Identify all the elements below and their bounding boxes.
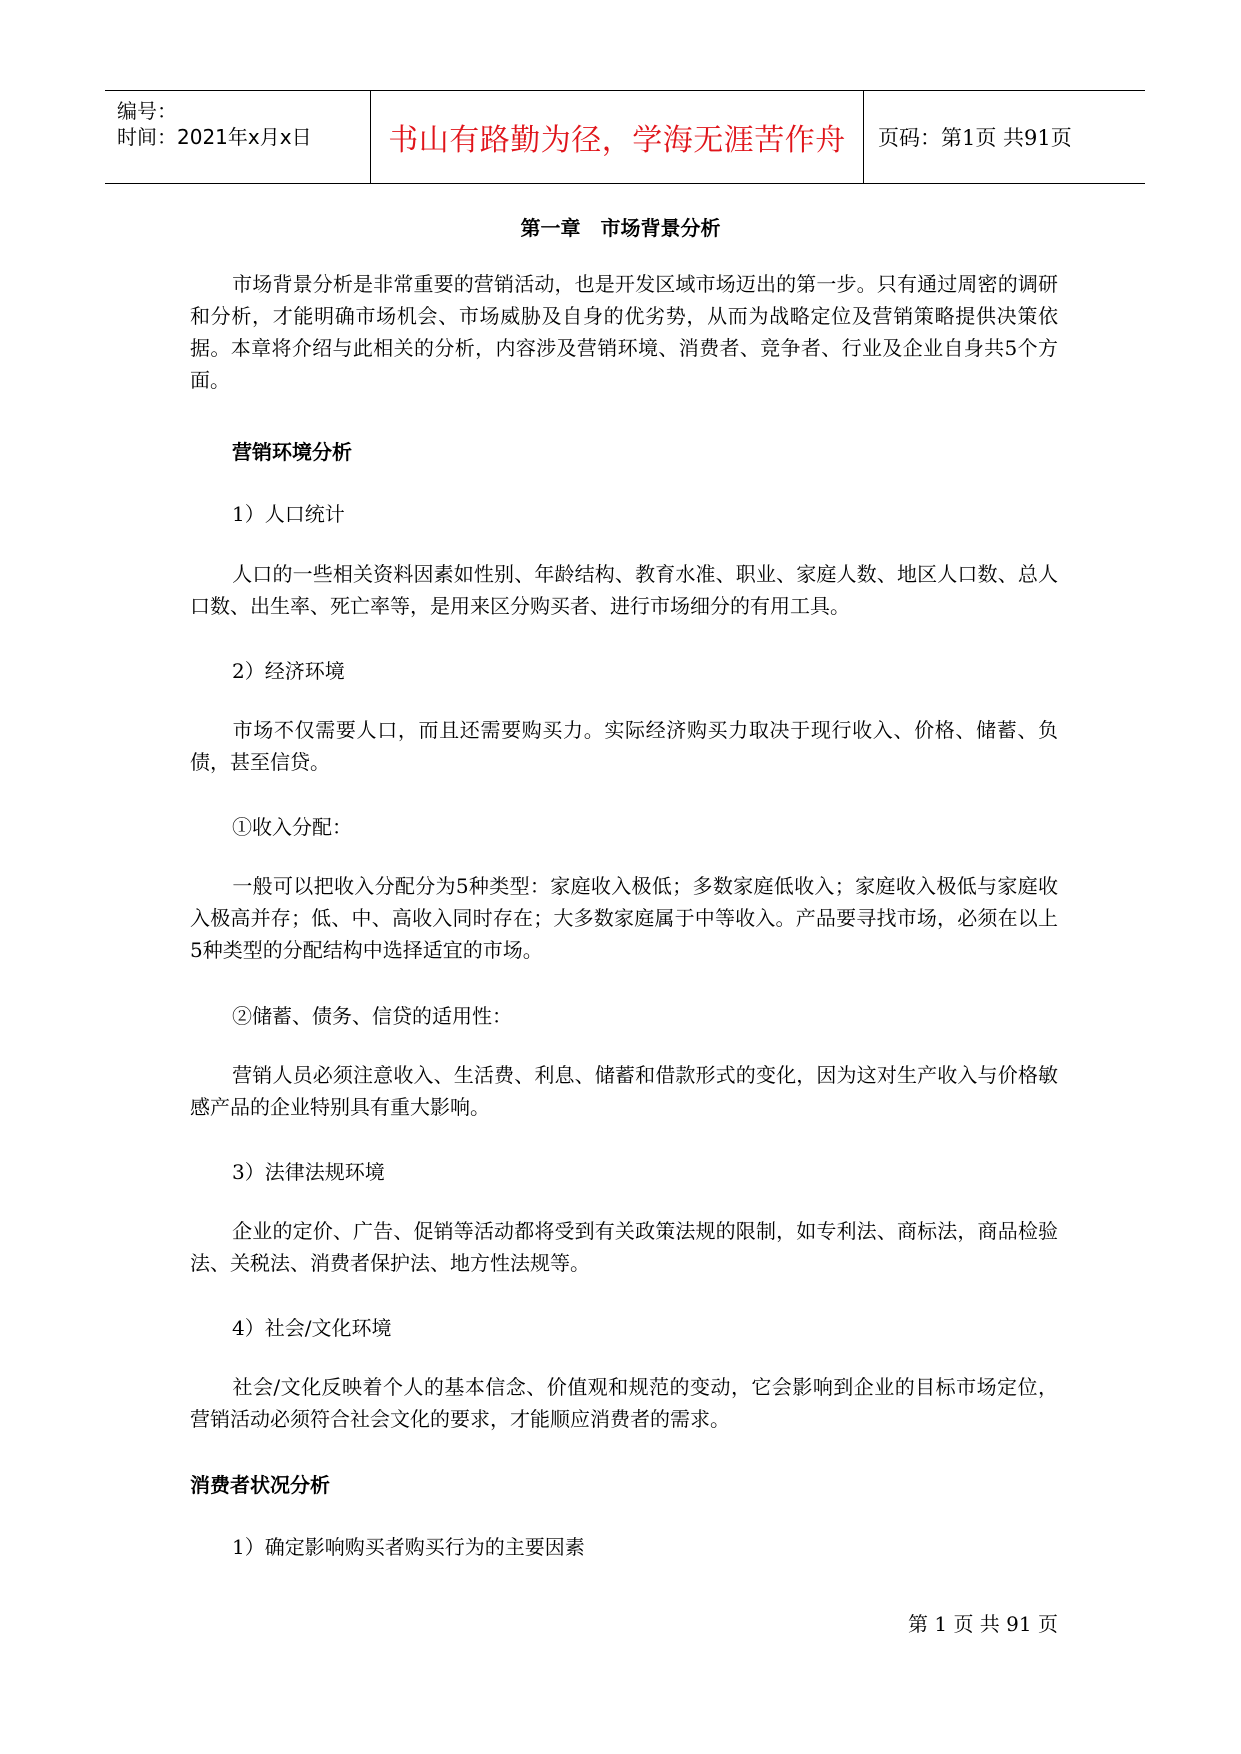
- chapter-title: 第一章 市场背景分析: [520, 216, 721, 240]
- motto-text: 书山有路勤为径，学海无涯苦作舟: [388, 123, 846, 158]
- economy-paragraph: [190, 714, 1058, 778]
- subheading-law: 3）法律法规环境: [232, 1160, 385, 1184]
- heading-marketing-env: 营销环境分析: [232, 440, 352, 464]
- income-paragraph: [190, 870, 1058, 966]
- savings-text: 营销人员必须注意收入、生活费、利息、储蓄和借款形式的变化，因为这对生产收入与价格敏感产品的企业特别具有重大影响。: [190, 1063, 1058, 1119]
- header-page-info: 页码：第1页 共91页: [878, 126, 1072, 150]
- savings-paragraph: [190, 1059, 1058, 1123]
- population-text: 人口的一些相关资料因素如性别、年龄结构、教育水准、职业、家庭人数、地区人口数、总人口数、出生率、死亡率等，是用来区分购买者、进行市场细分的有用工具。: [190, 562, 1058, 618]
- law-text: 企业的定价、广告、促销等活动都将受到有关政策法规的限制，如专利法、商标法，商品检验法、关税法、消费者保护法、地方性法规等。: [190, 1219, 1058, 1275]
- subheading-income: ①收入分配：: [232, 815, 352, 839]
- law-paragraph: [190, 1215, 1058, 1279]
- header-right-cell: [864, 91, 1145, 183]
- income-text: 一般可以把收入分配分为5种类型：家庭收入极低；多数家庭低收入；家庭收入极低与家庭收入极高并存；低、中、高收入同时存在；大多数家庭属于中等收入。产品要寻找市场，必须在以上5种类型的分配结构中选择适宜的市场。: [190, 874, 1058, 962]
- culture-text: 社会/文化反映着个人的基本信念、价值观和规范的变动，它会影响到企业的目标市场定位，营销活动必须符合社会文化的要求，才能顺应消费者的需求。: [190, 1375, 1058, 1431]
- subheading-factors: 1）确定影响购买者购买行为的主要因素: [232, 1535, 585, 1559]
- heading-consumer: 消费者状况分析: [190, 1473, 330, 1497]
- serial-label: 编号：: [117, 99, 177, 123]
- time-label: 时间：2021年x月x日: [117, 125, 312, 149]
- intro-paragraph: [190, 268, 1058, 396]
- page-footer: 第 1 页 共 91 页: [908, 1612, 1058, 1636]
- population-paragraph: [190, 558, 1058, 622]
- subheading-population: 1）人口统计: [232, 502, 345, 526]
- economy-text: 市场不仅需要人口，而且还需要购买力。实际经济购买力取决于现行收入、价格、储蓄、负债，甚至信贷。: [190, 718, 1058, 774]
- intro-text: 市场背景分析是非常重要的营销活动，也是开发区域市场迈出的第一步。只有通过周密的调研和分析，才能明确市场机会、市场威胁及自身的优劣势，从而为战略定位及营销策略提供决策依据。本章将介绍与此相关的分析，内容涉及营销环境、消费者、竞争者、行业及企业自身共5个方面。: [190, 272, 1058, 392]
- subheading-savings: ②储蓄、债务、信贷的适用性：: [232, 1004, 512, 1028]
- culture-paragraph: [190, 1371, 1058, 1435]
- header-motto-cell: [371, 91, 864, 183]
- page-header: [105, 90, 1145, 184]
- subheading-culture: 4）社会/文化环境: [232, 1316, 392, 1340]
- subheading-economy: 2）经济环境: [232, 659, 345, 683]
- header-left-cell: [105, 91, 371, 183]
